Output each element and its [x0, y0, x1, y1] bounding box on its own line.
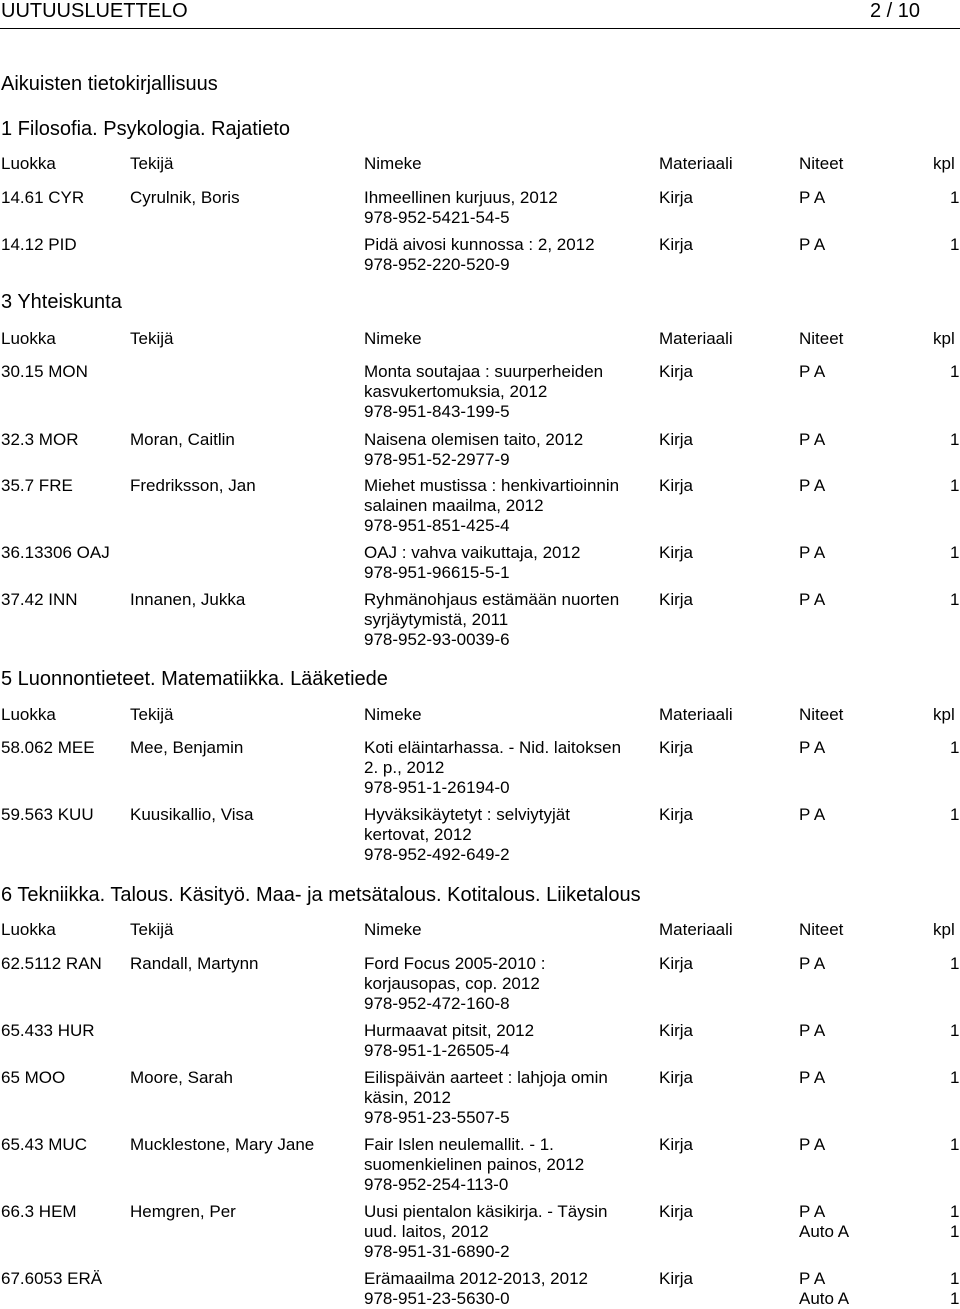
nimeke-isbn: 978-952-472-160-8 — [364, 994, 510, 1013]
nimeke-title: Ryhmänohjaus estämään nuorten — [364, 590, 620, 609]
nimeke-title: Hyväksikäytetyt : selviytyjät — [364, 805, 570, 824]
nimeke-cell — [364, 476, 649, 536]
nimeke-cell — [364, 362, 649, 422]
nimeke-title-cont: 2. p., 2012 — [364, 758, 445, 777]
catalog-title: Aikuisten tietokirjallisuus — [1, 73, 218, 95]
tekija-cell: Mucklestone, Mary Jane — [130, 1135, 315, 1154]
column-header-tekija: Tekijä — [130, 920, 174, 939]
column-header-luokka: Luokka — [1, 705, 56, 724]
luokka-cell: 67.6053 ERÄ — [1, 1269, 103, 1288]
niteet-cell — [799, 1202, 849, 1242]
niteet-cell: P A — [799, 1068, 826, 1087]
kpl-cell: 1 — [950, 1021, 960, 1040]
nimeke-isbn: 978-951-23-5507-5 — [364, 1108, 510, 1127]
nimeke-cell — [364, 543, 649, 583]
nimeke-isbn: 978-952-220-520-9 — [364, 255, 510, 274]
column-header-nimeke: Nimeke — [364, 920, 422, 939]
column-header-nimeke: Nimeke — [364, 705, 422, 724]
materiaali-cell: Kirja — [659, 1269, 694, 1288]
tekija-cell: Moore, Sarah — [130, 1068, 233, 1087]
nimeke-cell — [364, 1135, 649, 1195]
column-header-materiaali: Materiaali — [659, 329, 733, 348]
column-header-materiaali: Materiaali — [659, 920, 733, 939]
materiaali-cell: Kirja — [659, 954, 694, 973]
nimeke-cell — [364, 430, 649, 470]
column-header-niteet: Niteet — [799, 329, 844, 348]
nimeke-title: Naisena olemisen taito, 2012 — [364, 430, 584, 449]
nimeke-title-cont: syrjäytymistä, 2011 — [364, 610, 509, 629]
materiaali-cell: Kirja — [659, 590, 694, 609]
niteet-cell: P A — [799, 590, 826, 609]
luokka-cell: 32.3 MOR — [1, 430, 79, 449]
nimeke-title: Hurmaavat pitsit, 2012 — [364, 1021, 535, 1040]
section-title: 5 Luonnontieteet. Matematiikka. Lääketiede — [1, 668, 388, 690]
column-header-kpl: kpl — [933, 154, 955, 173]
nimeke-isbn: 978-951-851-425-4 — [364, 516, 510, 535]
nimeke-isbn: 978-952-5421-54-5 — [364, 208, 510, 227]
luokka-cell: 58.062 MEE — [1, 738, 95, 757]
luokka-cell: 14.61 CYR — [1, 188, 85, 207]
luokka-cell: 36.13306 OAJ — [1, 543, 110, 562]
kpl-cell: 1 — [950, 188, 960, 207]
section-title: 1 Filosofia. Psykologia. Rajatieto — [1, 118, 291, 140]
nimeke-cell — [364, 188, 649, 228]
nimeke-cell — [364, 590, 649, 650]
materiaali-cell: Kirja — [659, 805, 694, 824]
nimeke-title-cont: korjausopas, cop. 2012 — [364, 974, 540, 993]
materiaali-cell: Kirja — [659, 1135, 694, 1154]
column-header-niteet: Niteet — [799, 705, 844, 724]
column-header-nimeke: Nimeke — [364, 329, 422, 348]
nimeke-title: OAJ : vahva vaikuttaja, 2012 — [364, 543, 581, 562]
nimeke-title: Uusi pientalon käsikirja. - Täysin — [364, 1202, 608, 1221]
nimeke-title-cont: salainen maailma, 2012 — [364, 496, 544, 515]
kpl-cell — [950, 1269, 959, 1309]
nimeke-title-cont: suomenkielinen painos, 2012 — [364, 1155, 585, 1174]
nimeke-isbn: 978-951-23-5630-0 — [364, 1289, 510, 1308]
niteet-cell: P A — [799, 188, 826, 207]
niteet-cell: P A — [799, 805, 826, 824]
tekija-cell: Moran, Caitlin — [130, 430, 235, 449]
kpl-cell: 1 — [950, 590, 960, 609]
kpl-cell: 1 — [950, 805, 960, 824]
section-title: 6 Tekniikka. Talous. Käsityö. Maa- ja metsätalous. Kotitalous. Liiketalous — [1, 884, 641, 906]
column-header-kpl: kpl — [933, 329, 955, 348]
luokka-cell: 65 MOO — [1, 1068, 66, 1087]
nimeke-isbn: 978-951-1-26505-4 — [364, 1041, 510, 1060]
materiaali-cell: Kirja — [659, 430, 694, 449]
nide-location: P A — [799, 1269, 826, 1288]
column-header-kpl: kpl — [933, 705, 955, 724]
nimeke-title: Monta soutajaa : suurperheiden — [364, 362, 604, 381]
tekija-cell: Randall, Martynn — [130, 954, 259, 973]
materiaali-cell: Kirja — [659, 362, 694, 381]
materiaali-cell: Kirja — [659, 738, 694, 757]
niteet-cell: P A — [799, 235, 826, 254]
nimeke-cell — [364, 738, 649, 798]
nimeke-isbn: 978-951-52-2977-9 — [364, 450, 510, 469]
nide-count: 1 — [950, 1222, 960, 1241]
niteet-cell: P A — [799, 543, 826, 562]
column-header-niteet: Niteet — [799, 920, 844, 939]
niteet-cell: P A — [799, 362, 826, 381]
column-header-luokka: Luokka — [1, 329, 56, 348]
nide-count: 1 — [950, 1289, 960, 1308]
kpl-cell: 1 — [950, 362, 960, 381]
materiaali-cell: Kirja — [659, 235, 694, 254]
nimeke-title: Eilispäivän aarteet : lahjoja omin — [364, 1068, 608, 1087]
luokka-cell: 65.433 HUR — [1, 1021, 95, 1040]
section-title: 3 Yhteiskunta — [1, 291, 122, 313]
tekija-cell: Fredriksson, Jan — [130, 476, 256, 495]
kpl-cell: 1 — [950, 1135, 960, 1154]
niteet-cell: P A — [799, 430, 826, 449]
tekija-cell: Innanen, Jukka — [130, 590, 246, 609]
niteet-cell — [799, 1269, 849, 1309]
niteet-cell: P A — [799, 476, 826, 495]
tekija-cell: Kuusikallio, Visa — [130, 805, 254, 824]
nimeke-title: Ihmeellinen kurjuus, 2012 — [364, 188, 558, 207]
luokka-cell: 59.563 KUU — [1, 805, 94, 824]
luokka-cell: 14.12 PID — [1, 235, 77, 254]
nimeke-isbn: 978-951-1-26194-0 — [364, 778, 510, 797]
nimeke-cell — [364, 954, 649, 1014]
kpl-cell: 1 — [950, 235, 960, 254]
luokka-cell: 66.3 HEM — [1, 1202, 77, 1221]
kpl-cell: 1 — [950, 430, 960, 449]
nimeke-cell — [364, 805, 649, 865]
nimeke-cell — [364, 1068, 649, 1128]
column-header-tekija: Tekijä — [130, 705, 174, 724]
nimeke-cell — [364, 1202, 649, 1262]
nimeke-title: Fair Islen neulemallit. - 1. — [364, 1135, 554, 1154]
header-divider — [0, 28, 960, 29]
column-header-tekija: Tekijä — [130, 329, 174, 348]
nimeke-cell — [364, 1021, 649, 1061]
column-header-kpl: kpl — [933, 920, 955, 939]
column-header-luokka: Luokka — [1, 154, 56, 173]
luokka-cell: 30.15 MON — [1, 362, 88, 381]
kpl-cell: 1 — [950, 738, 960, 757]
column-header-tekija: Tekijä — [130, 154, 174, 173]
nide-location: P A — [799, 1202, 826, 1221]
nide-count: 1 — [950, 1202, 960, 1221]
nimeke-isbn: 978-951-31-6890-2 — [364, 1242, 510, 1261]
nimeke-isbn: 978-951-843-199-5 — [364, 402, 510, 421]
niteet-cell: P A — [799, 954, 826, 973]
materiaali-cell: Kirja — [659, 188, 694, 207]
materiaali-cell: Kirja — [659, 1202, 694, 1221]
kpl-cell: 1 — [950, 476, 960, 495]
nimeke-title: Pidä aivosi kunnossa : 2, 2012 — [364, 235, 595, 254]
niteet-cell: P A — [799, 738, 826, 757]
nide-count: 1 — [950, 1269, 960, 1288]
materiaali-cell: Kirja — [659, 1068, 694, 1087]
nimeke-title-cont: kasvukertomuksia, 2012 — [364, 382, 548, 401]
nimeke-title: Ford Focus 2005-2010 : — [364, 954, 546, 973]
column-header-luokka: Luokka — [1, 920, 56, 939]
column-header-niteet: Niteet — [799, 154, 844, 173]
tekija-cell: Cyrulnik, Boris — [130, 188, 240, 207]
tekija-cell: Mee, Benjamin — [130, 738, 244, 757]
nimeke-isbn: 978-952-254-113-0 — [364, 1175, 509, 1194]
materiaali-cell: Kirja — [659, 543, 694, 562]
nimeke-cell — [364, 235, 649, 275]
page-number: 2 / 10 — [870, 0, 921, 22]
kpl-cell — [950, 1202, 959, 1242]
nimeke-isbn: 978-952-93-0039-6 — [364, 630, 510, 649]
column-header-nimeke: Nimeke — [364, 154, 422, 173]
nide-location: Auto A — [799, 1222, 850, 1241]
nimeke-title-cont: käsin, 2012 — [364, 1088, 451, 1107]
luokka-cell: 37.42 INN — [1, 590, 78, 609]
column-header-materiaali: Materiaali — [659, 154, 733, 173]
materiaali-cell: Kirja — [659, 476, 694, 495]
nimeke-cell — [364, 1269, 649, 1309]
kpl-cell: 1 — [950, 954, 960, 973]
nimeke-title: Erämaailma 2012-2013, 2012 — [364, 1269, 588, 1288]
tekija-cell: Hemgren, Per — [130, 1202, 236, 1221]
kpl-cell: 1 — [950, 1068, 960, 1087]
nimeke-title: Miehet mustissa : henkivartioinnin — [364, 476, 620, 495]
document-header-title: UUTUUSLUETTELO — [1, 0, 188, 22]
luokka-cell: 62.5112 RAN — [1, 954, 102, 973]
niteet-cell: P A — [799, 1021, 826, 1040]
column-header-materiaali: Materiaali — [659, 705, 733, 724]
kpl-cell: 1 — [950, 543, 960, 562]
luokka-cell: 65.43 MUC — [1, 1135, 87, 1154]
nimeke-isbn: 978-952-492-649-2 — [364, 845, 510, 864]
materiaali-cell: Kirja — [659, 1021, 694, 1040]
nimeke-title-cont: uud. laitos, 2012 — [364, 1222, 489, 1241]
nide-location: Auto A — [799, 1289, 850, 1308]
luokka-cell: 35.7 FRE — [1, 476, 73, 495]
nimeke-title-cont: kertovat, 2012 — [364, 825, 472, 844]
nimeke-isbn: 978-951-96615-5-1 — [364, 563, 510, 582]
niteet-cell: P A — [799, 1135, 826, 1154]
nimeke-title: Koti eläintarhassa. - Nid. laitoksen — [364, 738, 622, 757]
